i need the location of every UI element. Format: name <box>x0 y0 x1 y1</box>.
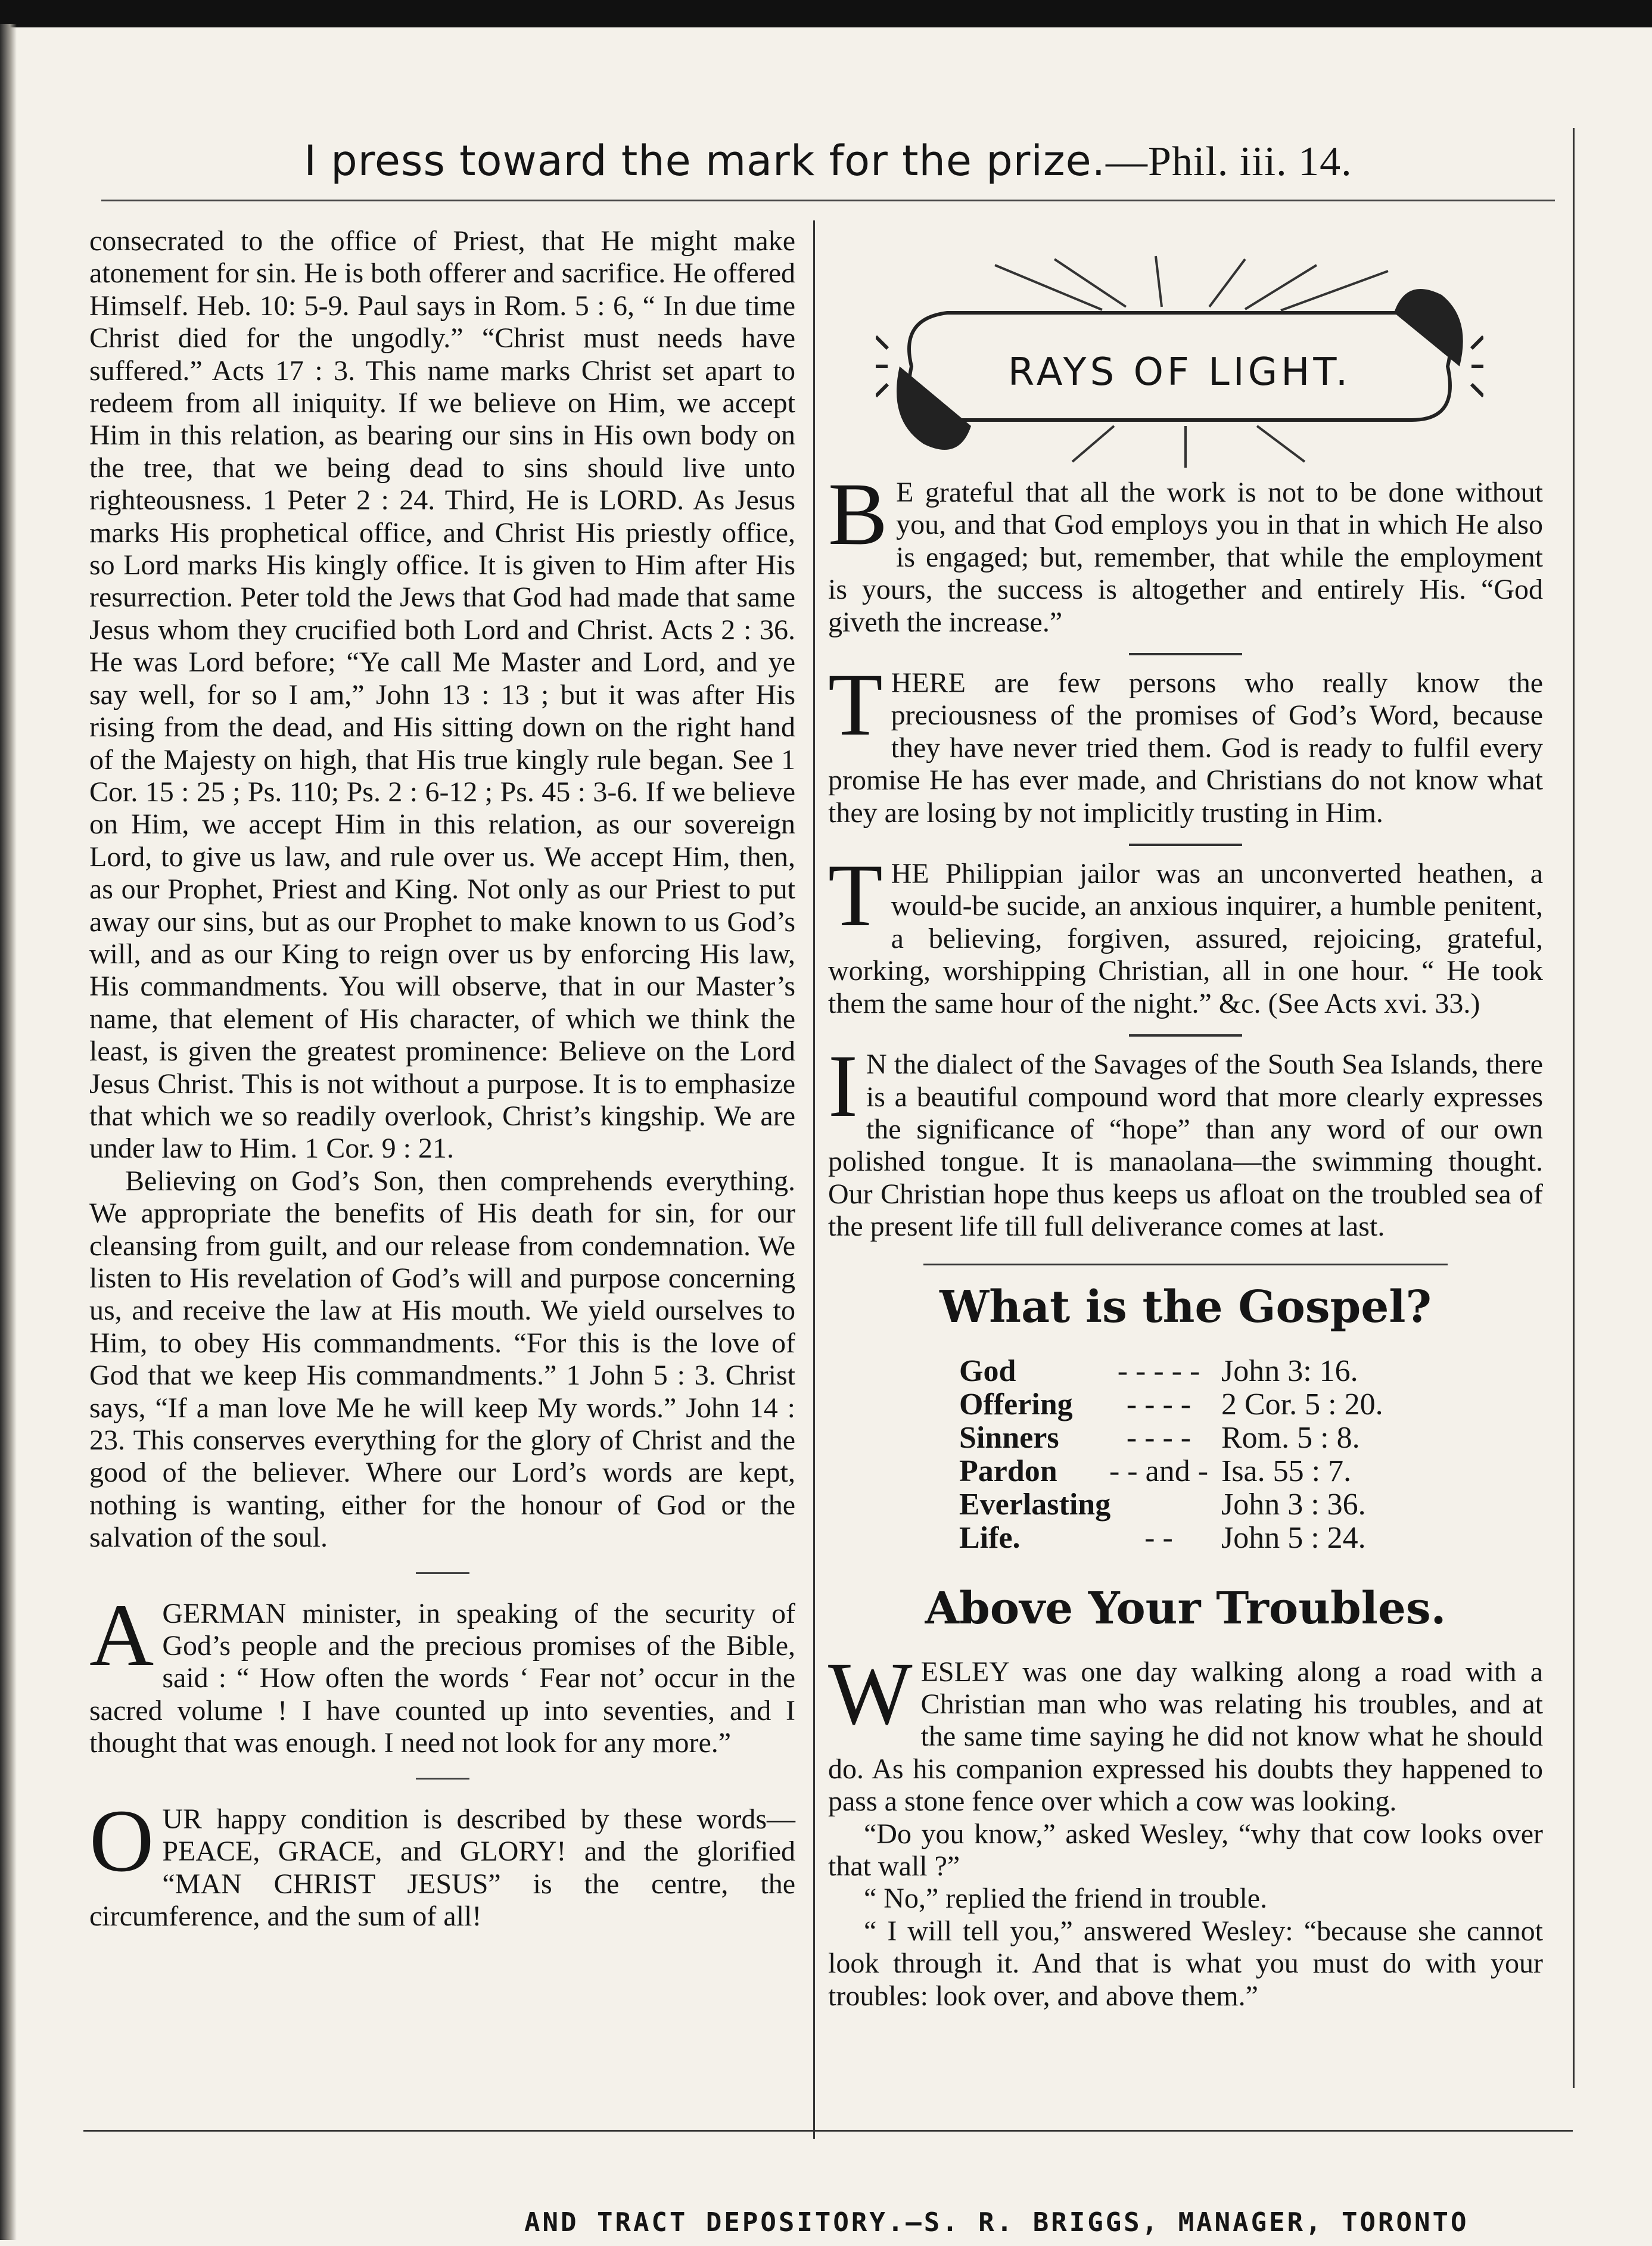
separator <box>923 1264 1448 1265</box>
wesley-question: “Do you know,” asked Wesley, “why that cow looks over that wall ?” <box>828 1818 1543 1882</box>
gospel-ref: John 5 : 24. <box>1221 1520 1366 1555</box>
drop-cap-a: A <box>89 1585 154 1685</box>
article-south-sea <box>828 1037 1543 1243</box>
article-kingship: consecrated to the office of Priest, that He might make atonement for sin. He is both offerer and sacrifice. He offered Himself. Heb. 10: 5-9. Paul says in Rom. 5 : 6, “ In due time Christ died for the ungodly.” “Christ must needs have suffered.” Acts 17 : 3. This name marks Christ set apart to redeem from all iniquity. If we believe on Him, we accept Him in this relation, as bearing our sins in His own body on the tree, that we being dead to sins should live unto righteousness. 1 Peter 2 : 24. Third, He is LORD. As Jesus marks His prophetical office, and Christ His priestly office, so Lord marks His kingly office. It is given to Him after His resurrection. Peter told the Jews that God had made that same Jesus whom they crucified both Lord and Christ. Acts 2 : 36. He was Lord before; “Ye call Me Master and Lord, and ye say well, for so I am,” John 13 : 13 ; but it was after His rising from the dead, and His sitting down on the right hand of the Majesty on high, that His true kingly rule began. See 1 Cor. 15 : 25 ; Ps. 110; Ps. 2 : 6-12 ; Ps. 45 : 3-6. If we believe on Him, we accept Him in this relation, as our sovereign Lord, to give us law, and rule over us. We accept Him, then, as our Prophet, Priest and King. Not only as our Priest to put away our sins, but as our Prophet to make known to us God’s will, and as our King to reign over us by enforcing His law, His commandments. You will observe, that in our Master’s name, that element of His character, of which we think the least, is given the greatest prominence: Believe on the Lord Jesus Christ. This is not without a purpose. It is to emphasize that which we so readily overlook, Christ’s kingship. We are under law to Him. 1 Cor. 9 : 21. <box>89 225 795 1165</box>
gospel-dots <box>1096 1488 1221 1522</box>
gospel-ref: Rom. 5 : 8. <box>1221 1420 1360 1455</box>
gospel-dots: - - and - <box>1109 1454 1209 1488</box>
wesley-text: ESLEY was one day walking along a road with a Christian man who was relating his troubles, and at the same time saying he did not know what he should do. As his companion expressed his doubts they happened to pass a stone fence over which a cow was looking. <box>828 1656 1543 1818</box>
header-title: I press toward the mark for the prize. <box>304 136 1106 185</box>
footer-rule <box>83 2130 1573 2132</box>
gospel-row <box>959 1455 1412 1488</box>
gospel-word: Sinners <box>959 1420 1059 1455</box>
gospel-row <box>959 1522 1412 1555</box>
gospel-word: Offering <box>959 1387 1073 1421</box>
gospel-row <box>959 1355 1412 1388</box>
page-header <box>83 128 1573 194</box>
article-be-grateful <box>828 465 1543 639</box>
right-border-line <box>1573 128 1575 2088</box>
gospel-row <box>959 1421 1412 1455</box>
there-text: HERE are few persons who really know the preciousness of the promises of God’s Word, because they have never tried them. God is ready to fulfil every promise He has ever made, and Christians do not know what they are losing by not implicitly trusting in Him. <box>828 667 1543 829</box>
gospel-ref: John 3: 16. <box>1221 1354 1358 1388</box>
article-few-persons <box>828 655 1543 829</box>
gospel-dots: - - - - <box>1126 1420 1191 1455</box>
our-text: UR happy condition is described by these words—PEACE, GRACE, and GLORY! and the glorified “MAN CHRIST JESUS” is the centre, the circumference, and the sum of all! <box>89 1803 795 1932</box>
gospel-word: Everlasting <box>959 1487 1111 1522</box>
gospel-dots: - - <box>1144 1520 1173 1555</box>
drop-cap-b: B <box>828 465 888 564</box>
separator <box>1129 653 1242 655</box>
troubles-heading: Above Your Troubles. <box>925 1582 1446 1634</box>
in-text: N the dialect of the Savages of the South Sea Islands, there is a beautiful compound word that more clearly expresses the significance of “hope” than any word of our own polished tongue. It is manaolana—the swimming thought. Our Christian hope thus keeps us afloat on the troubled sea of the present life till full deliverance comes at last. <box>828 1049 1543 1243</box>
drop-cap-i: I <box>828 1037 858 1136</box>
gospel-ref: Isa. 55 : 7. <box>1221 1454 1352 1488</box>
column-divider <box>813 220 815 2139</box>
german-text: GERMAN minister, in speaking of the security of God’s people and the precious promises of the Bible, said : “ How often the words ‘ Fear not’ occur in the sacred volume ! I have counted up into seventies, and I thought that was enough. I need not look for any more.” <box>89 1597 795 1759</box>
article-wesley <box>828 1644 1543 1818</box>
gospel-row <box>959 1388 1412 1421</box>
article-philippian-jailor <box>828 846 1543 1020</box>
drop-cap-o: O <box>89 1791 154 1890</box>
article-happy-condition <box>89 1791 795 1933</box>
left-binding-edge <box>0 24 17 2240</box>
drop-cap-t: T <box>828 655 883 755</box>
top-scan-bar <box>0 0 1652 27</box>
friend-reply: “ No,” replied the friend in trouble. <box>864 1883 1268 1915</box>
be-text: E grateful that all the work is not to be done without you, and that God employs you in that in which He also is engaged; but, remember, that while the employment is yours, the success is altogether and entirely His. “God giveth the increase.” <box>828 477 1543 638</box>
footer-imprint: AND TRACT DEPOSITORY.—S. R. BRIGGS, MANAGER, TORONTO <box>524 2207 1469 2238</box>
separator <box>416 1778 469 1780</box>
drop-cap-w: W <box>828 1644 913 1743</box>
gospel-word: Life. <box>959 1520 1021 1555</box>
separator <box>1129 1034 1242 1037</box>
gospel-list <box>959 1355 1412 1555</box>
drop-cap-t2: T <box>828 846 883 945</box>
left-column <box>89 225 795 1933</box>
gospel-heading: What is the Gospel? <box>939 1281 1432 1333</box>
gospel-row <box>959 1488 1412 1522</box>
article-german-minister <box>89 1585 795 1760</box>
wesley-answer: “ I will tell you,” answered Wesley: “because she cannot look through it. And that is what you must do with your troubles: look over, and above them.” <box>828 1915 1543 2012</box>
phil-text: HE Philippian jailor was an unconverted heathen, a would-be sucide, an anxious inquirer, a humble penitent, a believing, forgiven, assured, rejoicing, grateful, working, worshipping Christian, all in one hour. “ He took them the same hour of the night.” &c. (See Acts xvi. 33.) <box>828 858 1543 1019</box>
banner-title: RAYS OF LIGHT. <box>1007 350 1352 394</box>
gospel-dots: - - - - - <box>1117 1354 1200 1388</box>
header-rule <box>101 200 1555 201</box>
separator <box>1129 844 1242 846</box>
header-reference: —Phil. iii. 14. <box>1105 139 1352 185</box>
gospel-ref: John 3 : 36. <box>1221 1487 1366 1522</box>
article-believing: Believing on God’s Son, then comprehends everything. We appropriate the benefits of His death for sin, for our cleansing from guilt, and our release from condemnation. We listen to His revelation of God’s will and purpose concerning us, and receive the law at His mouth. We yield ourselves to Him, to obey His commandments. “For this is the love of God that we keep His commandments.” 1 John 5 : 3. Christ says, “If a man love Me he will keep My words.” John 14 : 23. This conserves everything for the glory of Christ and the good of the believer. Where our Lord’s words are kept, nothing is wanting, either for the honour of God or the salvation of the soul. <box>89 1165 795 1554</box>
right-column <box>828 465 1543 2012</box>
gospel-word: Pardon <box>959 1454 1057 1488</box>
gospel-word: God <box>959 1354 1016 1388</box>
gospel-ref: 2 Cor. 5 : 20. <box>1221 1387 1383 1421</box>
gospel-dots: - - - - <box>1126 1387 1191 1421</box>
separator <box>416 1572 469 1574</box>
